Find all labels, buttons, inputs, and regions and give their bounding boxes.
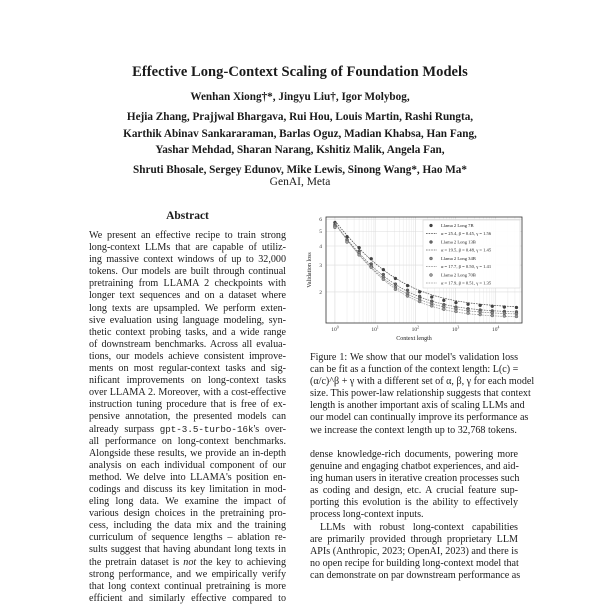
abstract-line: instruction tuning procedure that is free of ex- (89, 399, 286, 411)
data-point (406, 294, 409, 297)
data-point (503, 306, 506, 309)
x-axis-label: Context length (396, 336, 432, 342)
abstract-line: of downstream benchmarks. Across all evalua- (89, 338, 286, 350)
data-point (515, 312, 518, 315)
author-line-5: Shruti Bhosale, Sergey Edunov, Mike Lewis, Sinong Wang*, Hao Ma* (133, 164, 467, 177)
figure-1-chart (300, 210, 530, 345)
data-point (394, 283, 397, 286)
abstract-line: codings and discuss its key limitation in mod- (89, 483, 286, 495)
caption-line: Figure 1: We show that our model's validation loss (310, 352, 518, 363)
caption-line: size. This power-law relationship suggests that context (310, 388, 531, 400)
caption-line: we increase the context length up to 32,768 tokens. (310, 424, 517, 436)
data-point (394, 277, 397, 280)
data-point (394, 288, 397, 291)
abstract-line: ments on most regular-context tasks and sig- (89, 363, 286, 375)
body-line: LLMs with robust long-context capabilities (320, 521, 518, 533)
abstract-line: nificant improvements on long-context tasks (89, 375, 286, 387)
caption-line: length is another important axis of scaling LLMs and (310, 400, 525, 412)
body-line: dense knowledge-rich documents, powering more (310, 449, 518, 460)
abstract-line: sive evaluation using language modeling, syn- (89, 314, 286, 326)
data-point (479, 304, 482, 307)
body-line: no open recipe for building long-context model that (310, 557, 519, 569)
data-point (358, 253, 361, 256)
x-tick-label: $10^2$ (411, 325, 420, 333)
data-point (454, 310, 457, 313)
data-point (382, 268, 385, 271)
data-point (406, 284, 409, 287)
y-axis-label: Validation loss (307, 252, 313, 288)
y-tick-label: 3 (319, 263, 322, 270)
body-line: porting this evolution is the ability to effectively (310, 497, 518, 509)
abstract-line: already surpass gpt-3.5-turbo-16k's over- (89, 423, 286, 435)
data-point (491, 311, 494, 314)
abstract-line: that long context continual pretraining is more (89, 580, 286, 592)
caption-line: our model can continually improve its performance as (310, 412, 529, 424)
abstract-line: Alongside these results, we provide an in-depth (89, 447, 286, 459)
y-tick-label: 4 (319, 244, 322, 251)
data-point (467, 303, 470, 306)
legend-marker (430, 257, 433, 260)
abstract-line: We present an effective recipe to train strong (89, 230, 286, 241)
abstract-section (89, 210, 286, 605)
abstract-line: tions, our models achieve consistent improve- (89, 350, 286, 362)
data-point (442, 308, 445, 311)
abstract-line: pensive annotation, the presented models can (89, 411, 286, 423)
data-point (430, 296, 433, 299)
y-tick-label: 2 (319, 289, 322, 296)
author-line-3: Karthik Abinav Sankararaman, Barlas Oguz, Madian Khabsa, Han Fang, (123, 127, 477, 140)
body-text-right (310, 449, 521, 582)
abstract-line: curriculum of sequence lengths – ablation re- (89, 532, 286, 544)
abstract-line: various design choices in the pretraining pro- (89, 508, 286, 520)
x-tick-label: $10^4$ (492, 325, 500, 333)
data-point (454, 301, 457, 304)
abstract-line: long texts are upsampled. We perform exten- (89, 302, 286, 314)
data-point (418, 300, 421, 303)
legend-fit-label: α = 17.7, β = 0.50, γ = 1.41 (441, 264, 492, 269)
data-point (370, 257, 373, 260)
data-point (503, 314, 506, 317)
legend-fit-label: α = 17.9, β = 0.51, γ = 1.35 (441, 280, 492, 286)
abstract-line: sults suggest that having abundant long texts in (89, 544, 286, 556)
data-point (358, 246, 361, 249)
data-point (406, 289, 409, 292)
data-point (418, 290, 421, 293)
caption-line: can be fit as a function of the context length: L(c) = (310, 364, 519, 376)
legend-marker (430, 224, 433, 227)
body-paragraph-2 (310, 521, 521, 582)
abstract-line: efficient and similarly effective compared to (89, 592, 286, 604)
body-line: APIs (Anthropic, 2023; OpenAI, 2023) and there is (310, 545, 518, 557)
abstract-line: tokens. Our models are built through continual (89, 266, 286, 278)
abstract-line: long-context LLMs that are capable of utiliz- (89, 242, 286, 254)
abstract-line: ing massive context windows of up to 32,000 (89, 254, 286, 266)
legend-label: Llama 2 Long 7B (441, 223, 474, 228)
y-tick-label: 6 (319, 217, 322, 224)
legend-label: Llama 2 Long 13B (441, 239, 476, 245)
abstract-line: all performance on long-context benchmarks. (89, 435, 286, 447)
legend-label: Llama 2 Long 34B (441, 256, 476, 261)
abstract-line: analysis on each individual component of our (89, 459, 286, 471)
abstract-line: eling long data. We examine the impact of (89, 496, 286, 508)
abstract-line: over LLAMA 2. Moreover, with a cost-effective (89, 387, 286, 399)
x-tick-label: $10^0$ (331, 325, 339, 333)
body-line: process long-context inputs. (310, 509, 424, 521)
abstract-line: strong performance, and we empirically verify (89, 568, 286, 580)
data-point (467, 312, 470, 315)
figure-1-caption (310, 352, 535, 437)
data-point (491, 305, 494, 308)
abstract-heading: Abstract (166, 210, 209, 222)
legend-fit-label: α = 19.5, β = 0.48, γ = 1.45 (441, 247, 492, 253)
body-line: genuine and engaging chatbot experiences, and aid- (310, 461, 519, 473)
data-point (346, 240, 349, 243)
author-line-1: Wenhan Xiong†*, Jingyu Liu†, Igor Molybog, (190, 91, 410, 103)
body-line: ing human users in iterative creation processes such (310, 473, 520, 485)
body-line: are primarily provided through proprietary LLM (310, 533, 518, 545)
data-point (382, 278, 385, 281)
data-point (479, 313, 482, 316)
author-line-2: Hejia Zhang, Prajjwal Bhargava, Rui Hou, Louis Martin, Rashi Rungta, (126, 111, 474, 124)
affiliation: GenAI, Meta (269, 176, 331, 188)
body-line: can demonstrate on par downstream performance as (310, 569, 521, 581)
y-tick-label: 5 (319, 229, 322, 236)
data-point (479, 310, 482, 313)
data-point (515, 315, 518, 318)
legend-marker (430, 274, 433, 277)
legend-fit-label: α = 25.4, β = 0.45, γ = 1.56 (441, 231, 492, 236)
abstract-body (89, 230, 286, 605)
abstract-line: the pretrain dataset is not the key to achieving (89, 556, 286, 568)
abstract-line: longer text sequences and on a dataset where (89, 290, 286, 302)
x-tick-label: $10^3$ (451, 325, 460, 333)
data-point (333, 226, 336, 229)
abstract-line: cess, including the data mix and the training (89, 520, 286, 532)
caption-line: (α/c)^β + γ with a different set of α, β, γ for each model (310, 376, 535, 388)
body-line: as coding and design, etc. A crucial feature sup- (310, 485, 518, 497)
data-point (370, 266, 373, 269)
abstract-line: pretraining from LLAMA 2 checkpoints with (89, 278, 286, 290)
paper-title: Effective Long-Context Scaling of Foundation Models (132, 64, 468, 80)
abstract-line: method. We delve into LLAMA's position en- (89, 471, 286, 483)
author-list (0, 89, 600, 178)
abstract-line: thetic context probing tasks, and a wide range (89, 326, 286, 338)
data-point (503, 312, 506, 315)
data-point (515, 306, 518, 309)
x-tick-label: $10^1$ (371, 325, 379, 333)
data-point (491, 314, 494, 317)
legend-label: Llama 2 Long 70B (441, 272, 476, 278)
data-point (430, 304, 433, 307)
legend-marker (430, 241, 433, 244)
author-line-4: Yashar Mehdad, Sharan Narang, Kshitiz Malik, Angela Fan, (155, 143, 445, 156)
data-point (442, 299, 445, 302)
